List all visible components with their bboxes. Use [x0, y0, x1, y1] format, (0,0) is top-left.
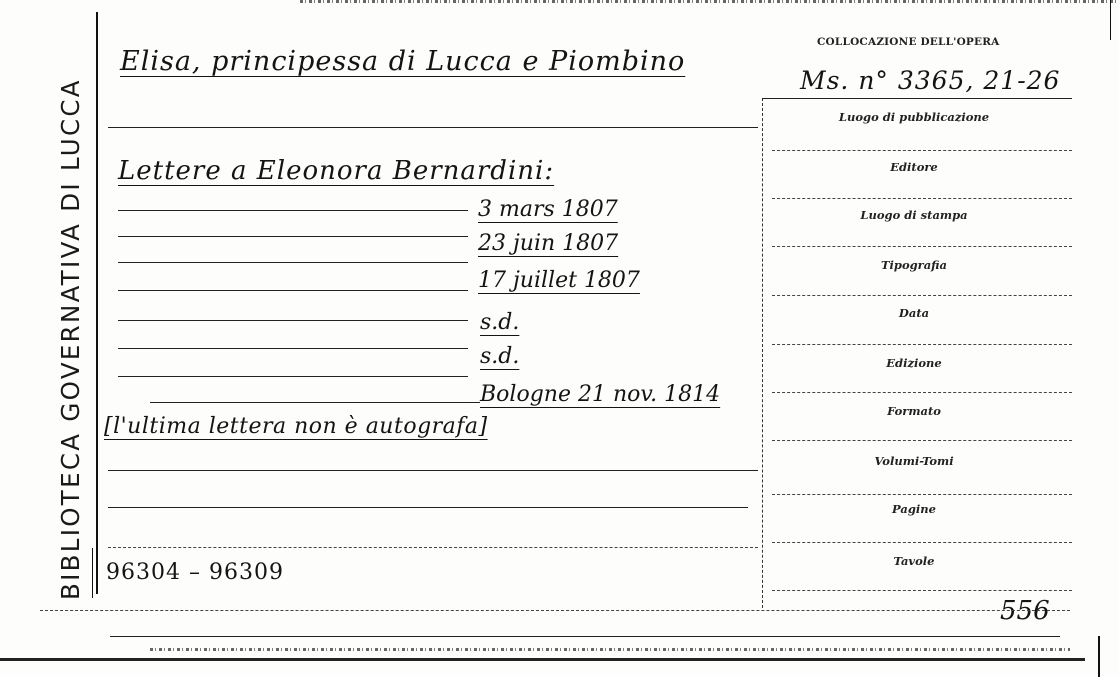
bottom-dashed-line — [40, 610, 1070, 611]
inventory-numbers: 96304 – 96309 — [106, 560, 284, 585]
ruled-line — [118, 262, 468, 263]
ruled-line — [118, 376, 468, 377]
field-line — [772, 590, 1072, 591]
ruled-line — [118, 320, 468, 321]
author-heading: Elisa, principessa di Lucca e Piombino — [120, 46, 686, 77]
top-right-tick — [1110, 0, 1111, 40]
ruled-line — [150, 402, 480, 403]
field-line — [772, 542, 1072, 543]
field-line — [772, 150, 1072, 151]
field-line — [772, 198, 1072, 199]
ruled-line — [118, 348, 468, 349]
title-line: Lettere a Eleonora Bernardini: — [118, 156, 555, 186]
bottom-edge — [0, 658, 1085, 661]
letter-date-3: 17 juillet 1807 — [478, 268, 640, 293]
field-formato: Formato — [887, 404, 941, 418]
left-border-tick — [92, 548, 93, 598]
library-name: BIBLIOTECA GOVERNATIVA DI LUCCA — [56, 78, 85, 600]
field-data: Data — [898, 306, 930, 320]
field-edizione: Edizione — [886, 356, 942, 370]
letter-date-2: 23 juin 1807 — [478, 231, 619, 256]
letter-date-5: s.d. — [480, 344, 520, 369]
ruled-line — [108, 507, 748, 508]
top-edge — [300, 0, 1119, 3]
field-volumi-tomi: Volumi-Tomi — [874, 454, 954, 468]
collocation-label: COLLOCAZIONE DELL'OPERA — [817, 36, 1000, 48]
field-luogo-pubblicazione: Luogo di pubblicazione — [838, 110, 990, 124]
corner-mark: 556 — [1000, 596, 1050, 626]
ruled-line — [108, 127, 758, 128]
field-tipografia: Tipografia — [880, 258, 947, 272]
right-column-top — [762, 98, 1072, 99]
field-luogo-stampa: Luogo di stampa — [860, 208, 968, 222]
right-column-border — [762, 98, 763, 608]
ruled-line — [118, 290, 468, 291]
ruled-line — [118, 236, 468, 237]
bottom-thin-line — [110, 636, 1060, 637]
ruled-line — [118, 210, 468, 211]
letter-date-1: 3 mars 1807 — [478, 197, 618, 222]
letter-date-4: s.d. — [480, 310, 520, 335]
field-line — [772, 344, 1072, 345]
field-line — [772, 295, 1072, 296]
field-tavole: Tavole — [893, 554, 935, 568]
field-editore: Editore — [890, 160, 938, 174]
bottom-edge-noise — [150, 648, 1070, 651]
field-pagine: Pagine — [892, 502, 936, 516]
field-line — [772, 494, 1072, 495]
field-line — [772, 440, 1072, 441]
right-edge-tick — [1098, 636, 1100, 677]
ruled-line — [108, 547, 758, 548]
field-line — [772, 246, 1072, 247]
letter-date-6: Bologne 21 nov. 1814 — [480, 382, 721, 407]
note: [l'ultima lettera non è autografa] — [104, 414, 488, 439]
field-line — [772, 392, 1072, 393]
left-border-line — [96, 12, 98, 594]
shelfmark: Ms. n° 3365, 21-26 — [800, 66, 1061, 95]
ruled-line — [108, 470, 758, 471]
